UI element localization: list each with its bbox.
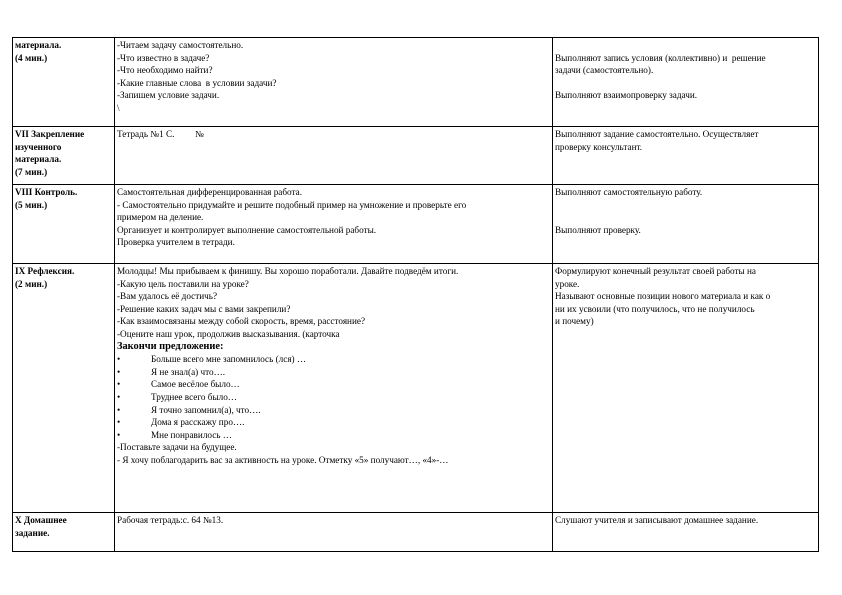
students-line: и почему) [555, 316, 594, 327]
stage-line: материала. [15, 40, 62, 50]
students-cell [553, 38, 819, 127]
bullet-icon: • [117, 366, 121, 377]
students-line: Слушают учителя и записывают домашнее задание. [555, 515, 759, 525]
finish-sentence-heading: Закончи предложение: [117, 340, 224, 352]
teacher-line: -Читаем задачу самостоятельно. [117, 40, 244, 50]
teacher-cell [115, 264, 553, 513]
teacher-cell [115, 513, 553, 552]
teacher-line: Проверка учителем в тетради. [117, 237, 235, 248]
students-line: Выполняют проверку. [555, 224, 641, 235]
lesson-plan-table [12, 37, 819, 552]
bullet-icon: • [117, 391, 121, 402]
teacher-line: Организует и контролирует выполнение самостоятельной работы. [117, 224, 377, 235]
teacher-line: -Вам удалось её достичь? [117, 291, 218, 302]
teacher-cell [115, 127, 553, 185]
teacher-line: Самостоятельная дифференцированная работа. [117, 187, 303, 197]
table-row [13, 264, 819, 513]
bullet-icon: • [117, 379, 121, 390]
teacher-line: примером на деление. [117, 212, 204, 223]
students-line: Называют основные позиции нового материала и как о [555, 291, 771, 302]
students-line: Выполняют задание самостоятельно. Осуществляет [555, 129, 759, 139]
students-line: Формулируют конечный результат своей работы на [555, 266, 756, 276]
list-item: • Я точно запомнил(а), что…. [117, 404, 261, 415]
students-line: проверку консультант. [555, 141, 643, 152]
students-line: Выполняют взаимопроверку задачи. [555, 90, 698, 101]
stage-cell [13, 513, 115, 552]
bullet-icon: • [117, 417, 121, 428]
stage-line: (2 мин.) [15, 278, 48, 289]
bullet-icon: • [117, 404, 121, 415]
list-item: • Больше всего мне запомнилось (лся) … [117, 354, 307, 365]
teacher-line: -Поставьте задачи на будущее. [117, 442, 237, 453]
bullet-icon: • [117, 429, 121, 440]
list-item: • Труднее всего было… [117, 391, 237, 402]
stage-cell [13, 185, 115, 264]
stage-cell [13, 127, 115, 185]
table-row [13, 513, 819, 552]
stage-line: (4 мин.) [15, 52, 48, 63]
teacher-line: -Какую цель поставили на уроке? [117, 278, 249, 289]
stage-line: материала. [15, 154, 62, 165]
teacher-line: Тетрадь №1 С. № [117, 129, 204, 139]
students-line: уроке. [555, 278, 580, 289]
teacher-line: Рабочая тетрадь:с. 64 №13. [117, 515, 224, 525]
students-line: ни их усвоили (что получилось, что не получилось [555, 303, 755, 314]
teacher-line: -Как взаимосвязаны между собой скорость, время, расстояние? [117, 316, 366, 327]
teacher-line: -Что необходимо найти? [117, 65, 213, 76]
teacher-cell [115, 38, 553, 127]
students-line: задачи (самостоятельно). [555, 65, 654, 76]
teacher-line: - Самостоятельно придумайте и решите подобный пример на умножение и проверьте его [117, 199, 467, 210]
teacher-line: -Запишем условие задачи. [117, 90, 220, 101]
stage-cell [13, 264, 115, 513]
list-item: • Самое весёлое было… [117, 379, 240, 390]
teacher-line: - Я хочу поблагодарить вас за активность на уроке. Отметку «5» получают…, «4»-… [117, 454, 449, 465]
teacher-line: Молодцы! Мы прибываем к финишу. Вы хорошо поработали. Давайте подведём итоги. [117, 266, 459, 276]
stage-line: VIII Контроль. [15, 187, 78, 197]
students-cell [553, 513, 819, 552]
stage-line: (7 мин.) [15, 166, 48, 177]
stage-line: X Домашнее [15, 515, 67, 525]
table-row [13, 127, 819, 185]
table-row [13, 185, 819, 264]
teacher-line: -Что известно в задаче? [117, 52, 210, 63]
students-line: Выполняют самостоятельную работу. [555, 187, 703, 197]
students-line: Выполняют запись условия (коллективно) и решение [555, 52, 766, 63]
students-cell [553, 127, 819, 185]
stage-line: изученного [15, 141, 62, 152]
stage-line: IX Рефлексия. [15, 266, 75, 276]
teacher-line: -Решение каких задач мы с вами закрепили? [117, 303, 291, 314]
stage-line: (5 мин.) [15, 199, 48, 210]
stage-line: задание. [15, 527, 50, 538]
teacher-cell [115, 185, 553, 264]
teacher-line: -Оцените наш урок, продолжив высказывания. (карточка [117, 328, 340, 339]
stage-cell [13, 38, 115, 127]
table-row [13, 38, 819, 127]
students-cell [553, 185, 819, 264]
list-item: • Мне понравилось … [117, 429, 232, 440]
list-item: • Дома я расскажу про…. [117, 417, 245, 428]
list-item: • Я не знал(а) что…. [117, 366, 226, 377]
teacher-line: -Какие главные слова в условии задачи? [117, 77, 277, 88]
bullet-icon: • [117, 354, 121, 365]
teacher-line: \ [117, 102, 120, 113]
stage-line: VII Закрепление [15, 129, 85, 139]
students-cell [553, 264, 819, 513]
